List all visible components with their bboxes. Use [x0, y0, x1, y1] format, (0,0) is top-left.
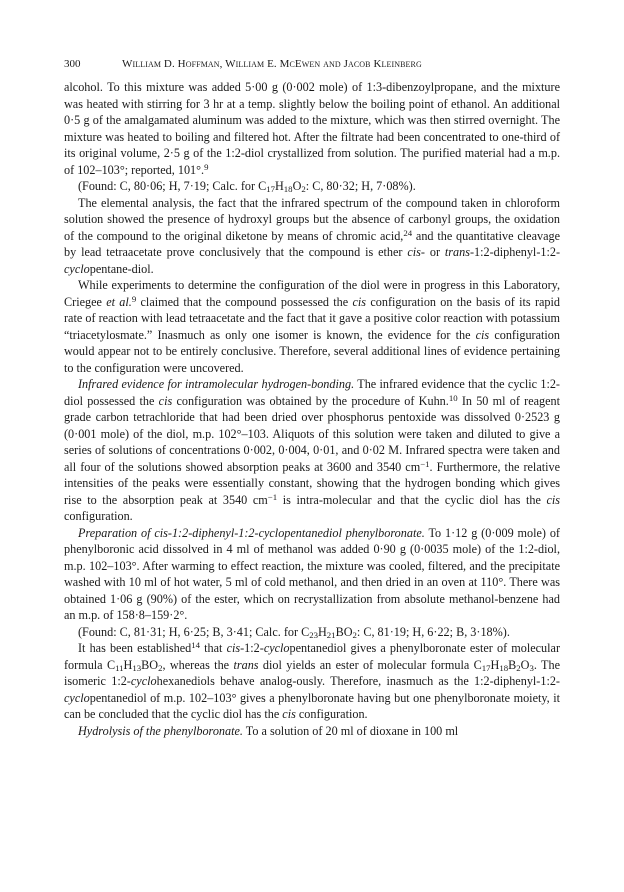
italic-text: cis [158, 393, 173, 408]
text-run: It has been established [78, 641, 192, 655]
superscript: 9 [204, 161, 209, 172]
italic-text: cis [282, 707, 296, 721]
text-run: (Found: C, 80·06; H, 7·19; Calc. for C [78, 179, 267, 193]
text-run: The infrared evidence that the cyclic 1:2-diol possessed the [64, 377, 560, 408]
superscript: 9 [131, 293, 137, 304]
subscript: 17 [481, 662, 491, 673]
italic-text: cis [475, 327, 490, 342]
text-run: configuration. [295, 707, 368, 721]
superscript: −1 [420, 458, 430, 469]
text-run: pentane-diol. [89, 261, 154, 276]
italic-text: cyclo [64, 690, 90, 705]
text-run: configuration would appear not to be entirely conclusive. Therefore, several additional lines of evidence pertaining to the configuration were uncovered. [64, 327, 560, 375]
subscript: 18 [499, 662, 509, 673]
paragraph [64, 624, 560, 641]
text-run: claimed that the compound possessed the [136, 294, 353, 309]
text-run: . Furthermore, the relative intensities of the peaks were essentially constant, showing that the hydrogen bonding which gives rise to the absorption peak at 3540 cm [64, 459, 560, 507]
text-run: diol yields an ester of molecular formula C [258, 657, 482, 672]
paragraph [64, 376, 560, 525]
superscript: −1 [267, 491, 278, 502]
text-run: pentanediol of m.p. 102–103° gives a phenylboronate having but one phenylboronate moiety, it can be concluded that the cyclic diol has the [64, 690, 560, 721]
text-run: : C, 80·32; H, 7·08%). [305, 179, 416, 193]
paragraph [64, 277, 560, 376]
text-run: configuration. [64, 509, 133, 523]
subscript: 21 [326, 629, 336, 640]
text-run: alcohol. To this mixture was added 5·00 g (0·002 mole) of 1:3-dibenzoylpropane, and the mixture was heated with stirring for 3 hr at a temp. slightly below the boiling point of ethanol. An additional 0·5 g of the amalgamated aluminum was added to the mixture, which was then stirred overnight. The mixture was heated to boiling and filtered hot. After the filtrate had been concentrated to one-third of its original volume, 2·5 g of the 1:2-diol crystallized from solution. The purified material had a m.p. of 102–103°; reported, 101°. [64, 80, 560, 177]
text-run: . The isomeric 1:2- [64, 657, 560, 688]
text-run: While experiments to determine the configuration of the diol were in progress in this Laboratory, Criegee [64, 278, 560, 309]
italic-text: et al. [106, 294, 132, 309]
text-run: BO [141, 657, 159, 672]
subscript: 18 [283, 184, 293, 195]
paragraph [64, 195, 560, 278]
subscript: 2 [516, 662, 521, 673]
italic-text: Hydrolysis of the phenylboronate. [78, 723, 243, 738]
text-run: H [274, 179, 284, 193]
text-run: -1:2- [240, 641, 264, 655]
page-number: 300 [64, 58, 81, 70]
italic-text: cis [546, 492, 561, 507]
subscript: 13 [132, 662, 142, 673]
superscript: 24 [403, 227, 413, 238]
subscript: 23 [309, 629, 318, 640]
text-run: that [200, 641, 227, 655]
text-run: B [508, 657, 517, 672]
text-run: configuration was obtained by the procedure of Kuhn. [172, 393, 449, 408]
text-run: (Found: C, 81·31; H, 6·25; B, 3·41; Calc. for C [78, 624, 310, 639]
italic-text: trans [233, 657, 259, 672]
paragraph [64, 723, 560, 740]
subscript: 11 [115, 662, 124, 673]
page-header [64, 56, 560, 72]
italic-text: cyclo [64, 261, 90, 276]
text-run: O [520, 657, 530, 672]
subscript: 2 [158, 662, 163, 673]
italic-text: trans- [444, 245, 475, 259]
text-run: In 50 ml of reagent grade carbon tetrachloride that had been dried over phosphorus pentoxide was dissolved 0·2523 g (0·001 mole) of the diol, m.p. 102°–103. Aliquots of this solution were taken and diluted to give a series of solutions of concentrations 0·002, 0·004, 0·01, and 0·02 M. Infrared spectra were taken and all four of the solutions showed absorption peaks at 3600 and 3540 cm [64, 393, 561, 474]
italic-text: cyclo [130, 674, 157, 688]
superscript: 14 [191, 640, 201, 651]
text-run: H [317, 624, 327, 639]
italic-text: cyclo [263, 641, 290, 655]
text-run: H [123, 657, 133, 672]
subscript: 17 [266, 184, 275, 195]
text-run: or [424, 245, 445, 259]
italic-text: cis [352, 294, 367, 309]
body-text [64, 79, 560, 739]
paragraph [64, 178, 560, 195]
text-run: H [490, 657, 500, 672]
italic-text: Infrared evidence for intramolecular hydrogen-bonding. [78, 377, 355, 391]
text-run: To 1·12 g (0·009 mole) of phenylboronic acid dissolved in 4 ml of methanol was added 0·90 g (0·0035 mole) of the 1:2-diol, m.p. 102–103°. After warming to effect reaction, the mixture was cooled, filtered, and the precipitate washed with 10 ml of hot water, 5 ml of cold methanol, and then dried in an oven at 110°. There was obtained 1·06 g (90%) of the ester, which on recrystallization from absolute methanol-benzene had an m.p. of 158·8–159·2°. [64, 525, 560, 622]
text-run: , whereas the [162, 657, 234, 672]
paragraph [64, 525, 560, 624]
running-head: William D. Hoffman, William E. McEwen and Jacob Kleinberg [122, 58, 422, 70]
italic-text: cis- [407, 245, 425, 259]
text-run: and the quantitative cleavage by lead tetraacetate prove conclusively that the compound is ether [64, 228, 560, 259]
italic-text: Preparation of cis-1:2-diphenyl-1:2-cyclopentanediol phenylboronate. [78, 525, 425, 540]
paragraph [64, 640, 560, 723]
text-run: : C, 81·19; H, 6·22; B, 3·18%). [356, 624, 510, 639]
text-run: BO [335, 624, 353, 639]
superscript: 10 [448, 392, 458, 403]
text-run: pentanediol gives a phenylboronate ester of molecular formula C [64, 641, 560, 672]
text-run: To a solution of 20 ml of dioxane in 100 ml [242, 723, 459, 738]
text-run: The elemental analysis, the fact that the infrared spectrum of the compound taken in chloroform solution showed the presence of hydroxyl groups but the absence of carbonyl groups, the oxidation of the compound to the original diketone by means of chromic acid, [64, 195, 560, 243]
subscript: 2 [352, 629, 357, 640]
subscript: 2 [301, 184, 306, 195]
italic-text: cis [226, 641, 241, 655]
paragraph [64, 79, 560, 178]
text-run: O [292, 179, 302, 193]
text-run: configuration on the basis of its rapid rate of reaction with lead tetraacetate and the fact that it gave a positive color reaction with potassium “triacetylosmate.” Inasmuch as only one isomer is known, the evidence for the [64, 294, 560, 342]
text-run: is intra-molecular and that the cyclic diol has the [277, 492, 547, 507]
text-run: hexanediols behave analog-ously. Therefore, inasmuch as the 1:2-diphenyl-1:2- [156, 674, 560, 688]
subscript: 3 [529, 662, 534, 673]
text-run: 1:2-diphenyl-1:2- [474, 245, 561, 259]
